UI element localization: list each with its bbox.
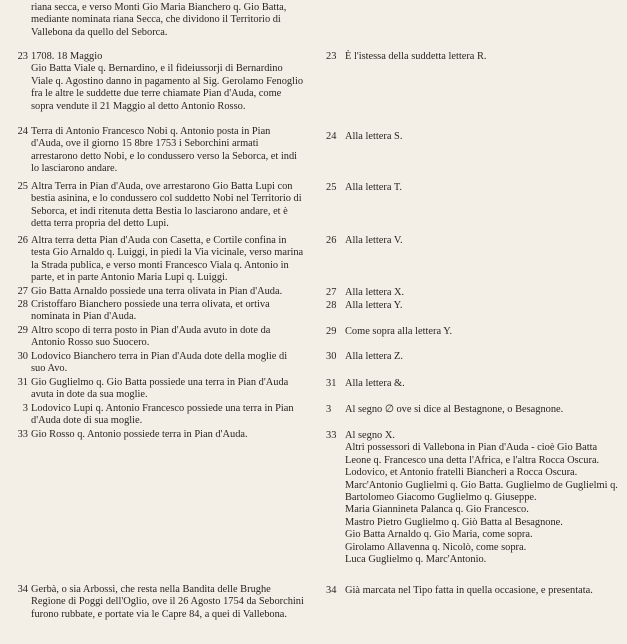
entry-text: Gio Batta Arnaldo possiede una terra olivata in Pian d'Auda. bbox=[31, 286, 283, 297]
entry-text: Alla lettera V. bbox=[345, 235, 403, 246]
entry-text: Alla lettera Y. bbox=[345, 300, 403, 311]
entry-number: 3 bbox=[326, 404, 332, 415]
right-entry bbox=[326, 300, 622, 312]
entry-number: 25 bbox=[326, 182, 337, 193]
entry-number: 23 bbox=[326, 51, 337, 62]
entry-text: Alla lettera S. bbox=[345, 131, 403, 142]
entry-text: Lodovico Lupi q. Antonio Francesco possiede una terra in Pian d'Auda dote di sua moglie. bbox=[31, 403, 294, 427]
entry-text: Al segno X. Altri possessori di Vallebona in Pian d'Auda - cioè Gio Batta Leone q. Francesco una detta l'Africa, e l'altra Rocca Oscura. Lodovico, et Antonio fratelli Biancheri a Rocca Oscura. Marc'Antonio Guglielmi q. Gio Batta. Guglielmo de Guglielmi q. Bartolomeo Giacomo Guglielmo q. Giuseppe. Maria Giannineta Palanca q. Gio Francesco. Mastro Pietro Guglielmo q. Giò Batta al Besagnone. Gio Batta Arnaldo q. Gio Maria, come sopra. Girolamo Allavenna q. Nicolò, come sopra. Luca Guglielmo q. Marc'Antonio. bbox=[345, 430, 618, 566]
right-entry bbox=[326, 287, 622, 299]
entry-text: Gio Guglielmo q. Gio Batta possiede una terra in Pian d'Auda avuta in dote da sua moglie. bbox=[31, 377, 289, 401]
entry-text: Gio Rosso q. Antonio possiede terra in Pian d'Auda. bbox=[31, 429, 248, 440]
left-entry bbox=[6, 584, 304, 621]
entry-number: 31 bbox=[17, 377, 28, 388]
entry-text: Già marcata nel Tipo fatta in quella occasione, e presentata. bbox=[345, 585, 593, 596]
entry-text: Gerbà, o sia Arbossi, che resta nella Bandita delle Brughe Regione di Poggi dell'Oglio, ove il 26 Agosto 1754 da Seborchini furono rubbate, e portate via le Capre 84, a quei di Vallebona. bbox=[31, 584, 304, 620]
entry-number: 26 bbox=[326, 235, 337, 246]
entry-number: 26 bbox=[17, 235, 28, 246]
entry-text: Alla lettera T. bbox=[345, 182, 403, 193]
left-entry bbox=[6, 325, 304, 350]
right-entry bbox=[326, 430, 622, 566]
entry-number: 28 bbox=[17, 299, 28, 310]
right-entry bbox=[326, 326, 622, 338]
entry-text: Cristoffaro Bianchero possiede una terra olivata, et ortiva nominata in Pian d'Auda. bbox=[31, 299, 270, 323]
entry-number: 29 bbox=[17, 325, 28, 336]
right-entry bbox=[326, 182, 622, 194]
left-entry bbox=[6, 377, 304, 402]
entry-text: Altra terra detta Pian d'Auda con Casetta, e Cortile confina in testa Gio Arnaldo q. Luiggi, in piedi la Via vicinale, verso marina la Strada publica, e verso monti Francesco Viala q. Antonio in parte, et in parte Antonio Maria Lupi q. Luiggi. bbox=[31, 235, 304, 284]
left-entry bbox=[6, 286, 304, 298]
entry-text: Alla lettera Z. bbox=[345, 351, 403, 362]
right-entry bbox=[326, 585, 622, 597]
left-entry bbox=[6, 351, 304, 376]
left-entry bbox=[6, 51, 304, 113]
entry-number: 34 bbox=[17, 584, 28, 595]
right-entry bbox=[326, 235, 622, 247]
right-entry bbox=[326, 378, 622, 390]
right-entry bbox=[326, 404, 622, 416]
entry-number: 24 bbox=[326, 131, 337, 142]
entry-number: 31 bbox=[326, 378, 337, 389]
entry-number: 29 bbox=[326, 326, 337, 337]
entry-text: 1708. 18 Maggio Gio Batta Viale q. Bernardino, e il fideiussorji di Bernardino Viale q. Agostino danno in pagamento al Sig. Gerolamo Fenoglio fra le altre le suddette due terre chiamate Pian d'Auda, come sopra vendute il 21 Maggio al detto Antonio Rosso. bbox=[31, 51, 304, 112]
entry-text: riana secca, e verso Monti Gio Maria Bianchero q. Gio Batta, mediante nominata riana Secca, che dividono il Territorio di Vallebona da quello del Seborca. bbox=[31, 2, 287, 38]
entry-text: Al segno ∅ ove si dice al Bestagnone, o Besagnone. bbox=[345, 404, 564, 415]
entry-number: 25 bbox=[17, 181, 28, 192]
entry-number: 24 bbox=[17, 126, 28, 137]
entry-number: 30 bbox=[326, 351, 337, 362]
entry-text: È l'istessa della suddetta lettera R. bbox=[345, 51, 487, 62]
entry-text: Altra Terra in Pian d'Auda, ove arrestarono Gio Batta Lupi con bestia asinina, e lo condussero col suddetto Nobi nel Territorio di Seborca, et indi ritenuta detta Bestia lo lasciarono andare, et è detta terra propria del detto Lupi. bbox=[31, 181, 302, 230]
entry-number: 3 bbox=[22, 403, 28, 414]
right-entry bbox=[326, 351, 622, 363]
left-entry bbox=[6, 299, 304, 324]
entry-number: 34 bbox=[326, 585, 337, 596]
left-entry bbox=[6, 181, 304, 231]
entry-text: Terra di Antonio Francesco Nobi q. Antonio posta in Pian d'Auda, ove il giorno 15 8bre 1753 i Seborchini armati arrestarono detto Nobi, e lo condussero verso la Seborca, et indi lo lasciarono andare. bbox=[31, 126, 298, 175]
entry-text: Altro scopo di terra posto in Pian d'Auda avuto in dote da Antonio Rosso suo Suocero. bbox=[31, 325, 271, 349]
entry-number: 23 bbox=[17, 51, 28, 62]
right-entry bbox=[326, 51, 622, 63]
entry-text: Come sopra alla lettera Y. bbox=[345, 326, 453, 337]
entry-text: Lodovico Bianchero terra in Pian d'Auda dote della moglie di suo Avo. bbox=[31, 351, 288, 375]
left-entry bbox=[6, 235, 304, 285]
entry-text: Alla lettera X. bbox=[345, 287, 405, 298]
left-entry bbox=[6, 126, 304, 176]
entry-number: 33 bbox=[326, 430, 337, 441]
entry-number: 27 bbox=[326, 287, 337, 298]
entry-text: Alla lettera &. bbox=[345, 378, 405, 389]
left-entry bbox=[6, 2, 304, 39]
entry-number: 27 bbox=[17, 286, 28, 297]
left-entry bbox=[6, 403, 304, 428]
entry-number: 33 bbox=[17, 429, 28, 440]
right-entry bbox=[326, 131, 622, 143]
left-entry bbox=[6, 429, 304, 441]
entry-number: 30 bbox=[17, 351, 28, 362]
entry-number: 28 bbox=[326, 300, 337, 311]
